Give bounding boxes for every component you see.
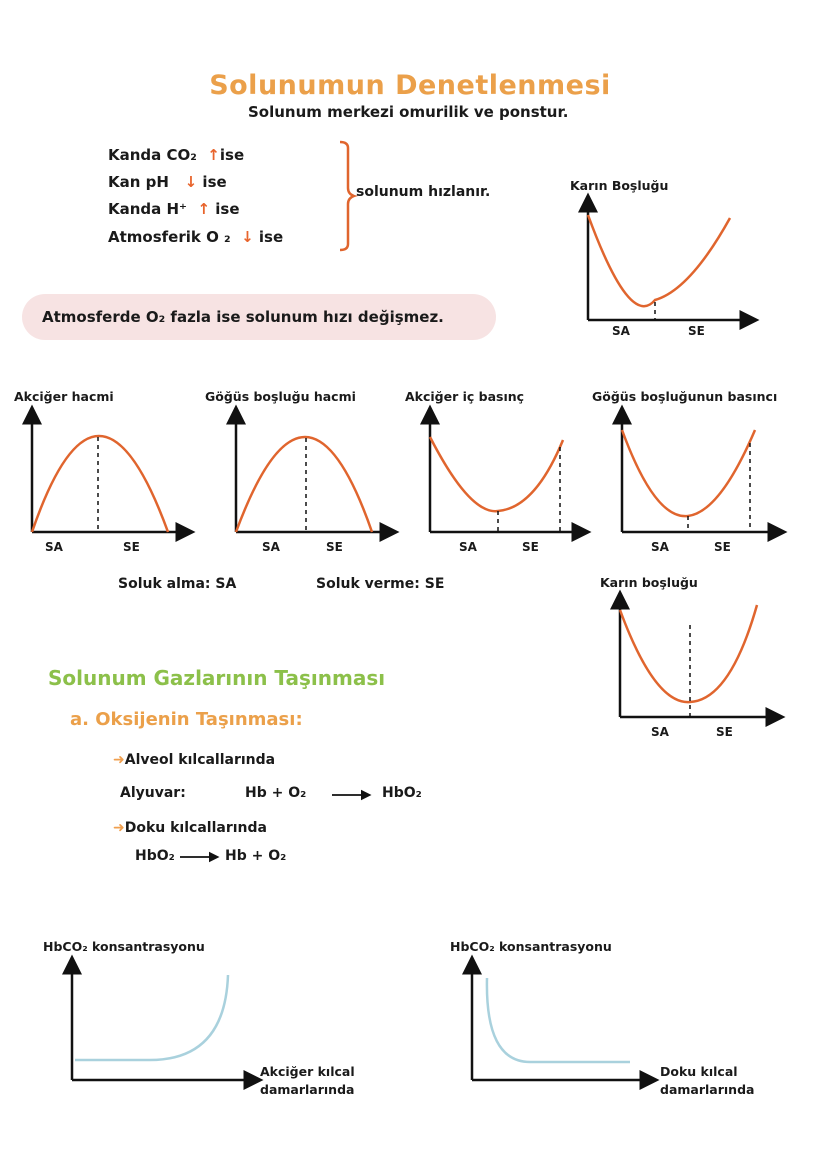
section-heading: Solunum Gazlarının Taşınması <box>48 666 386 690</box>
arrow-up-icon: ↑ <box>197 200 211 218</box>
graph-karin-top-axes <box>588 200 752 320</box>
page-title: Solunumun Denetlenmesi <box>209 70 611 101</box>
condition-suffix: ise <box>215 200 240 218</box>
axis-sa: SA <box>459 540 477 554</box>
graph-xlabel: Doku kılcal <box>660 1064 738 1079</box>
arrow-up-icon: ↑ <box>207 146 220 164</box>
eq1-right: HbO₂ <box>382 785 422 801</box>
graph-xlabel: damarlarında <box>660 1082 755 1097</box>
curve-hbco2-right <box>487 978 630 1062</box>
graph-akciger-basinc-axes <box>430 412 584 532</box>
note-text: Atmosferde O₂ fazla ise solunum hızı değişmez. <box>42 308 444 326</box>
condition-text: Atmosferik O ₂ <box>108 228 231 246</box>
arrow-down-icon: ↓ <box>241 228 254 246</box>
condition-4 <box>108 228 283 246</box>
doku-text: Doku kılcallarında <box>124 820 267 836</box>
axis-se: SE <box>123 540 140 554</box>
eq1-left: Hb + O₂ <box>245 785 307 801</box>
condition-suffix: ise <box>202 173 227 191</box>
alveol-line <box>113 752 275 768</box>
alveol-text: Alveol kılcallarında <box>124 752 276 768</box>
legend-sa: Soluk alma: SA <box>118 576 237 592</box>
curve-gogus-hacmi <box>236 437 372 532</box>
axis-sa: SA <box>651 540 669 554</box>
condition-suffix: ise <box>258 228 284 246</box>
arrow-down-icon: ↓ <box>184 173 198 191</box>
axis-se: SE <box>714 540 731 554</box>
graph-ylabel: HbCO₂ konsantrasyonu <box>43 939 205 954</box>
condition-text: Kan pH <box>108 173 169 191</box>
graph-xlabel: Akciğer kılcal <box>260 1064 355 1079</box>
eq2-right: Hb + O₂ <box>225 848 287 864</box>
graph-label: Göğüs boşluğu hacmi <box>205 389 356 404</box>
graph-gogus-basinc-axes <box>622 412 780 532</box>
graph-ylabel: HbCO₂ konsantrasyonu <box>450 939 612 954</box>
arrow-right-icon: ➜ <box>113 820 125 836</box>
section-subheading: a. Oksijenin Taşınması: <box>70 709 303 730</box>
result-text: solunum hızlanır. <box>356 184 491 200</box>
condition-2 <box>108 173 227 191</box>
axis-se: SE <box>688 324 705 338</box>
graph-label: Akciğer hacmi <box>14 389 114 404</box>
condition-text: Kanda H⁺ <box>108 200 187 218</box>
graph-label: Karın boşluğu <box>600 575 698 590</box>
subtitle: Solunum merkezi omurilik ve ponstur. <box>248 103 569 121</box>
curve-hbco2-left <box>75 975 228 1060</box>
curve-akciger-basinc <box>430 437 563 511</box>
legend-se: Soluk verme: SE <box>316 576 445 592</box>
curve-karin-top <box>588 215 730 306</box>
graph-xlabel: damarlarında <box>260 1082 355 1097</box>
arrow-right-icon: ➜ <box>113 752 125 768</box>
bracket <box>340 142 354 250</box>
axis-sa: SA <box>262 540 280 554</box>
axis-sa: SA <box>612 324 630 338</box>
axis-se: SE <box>522 540 539 554</box>
alyuvar-label: Alyuvar: <box>120 785 186 801</box>
axis-sa: SA <box>651 725 669 739</box>
condition-text: Kanda CO₂ <box>108 146 197 164</box>
eq2-left: HbO₂ <box>135 848 175 864</box>
condition-3 <box>108 200 240 218</box>
axis-se: SE <box>326 540 343 554</box>
curve-karin-bottom <box>620 605 757 702</box>
axis-sa: SA <box>45 540 63 554</box>
graph-label: Akciğer iç basınç <box>405 389 525 404</box>
axis-se: SE <box>716 725 733 739</box>
graph-label: Göğüs boşluğunun basıncı <box>592 389 778 404</box>
graph-akciger-hacmi-axes <box>32 412 188 532</box>
condition-1 <box>108 146 244 164</box>
doku-line <box>113 820 267 836</box>
curve-gogus-basinc <box>622 430 755 516</box>
condition-suffix: ise <box>219 146 245 164</box>
graph-label: Karın Boşluğu <box>570 178 669 193</box>
curve-akciger-hacmi <box>32 436 168 532</box>
graph-gogus-hacmi-axes <box>236 412 392 532</box>
